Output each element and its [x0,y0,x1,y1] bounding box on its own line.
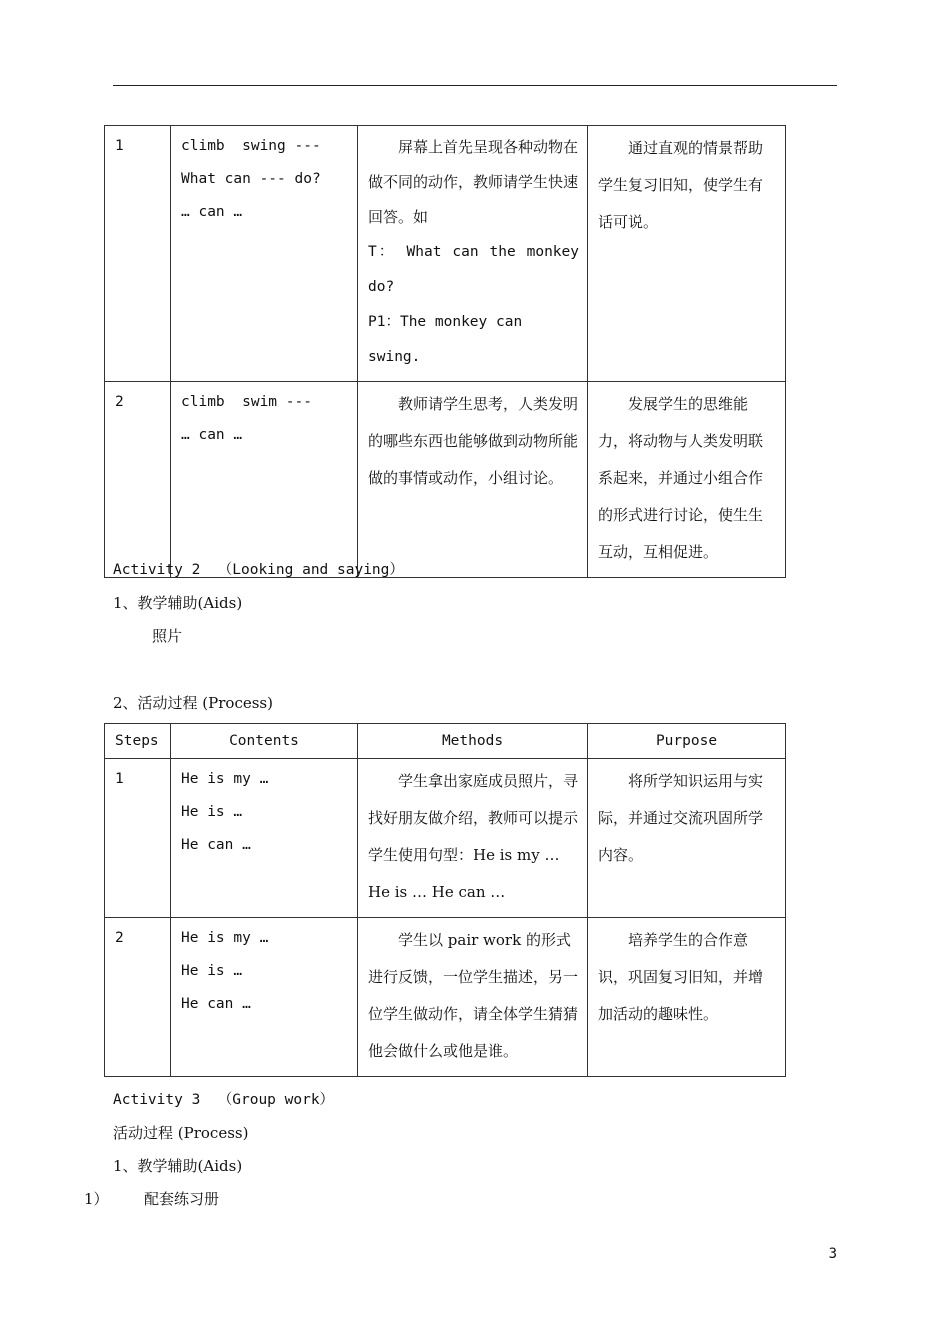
methods-cell: 学生拿出家庭成员照片，寻找好朋友做介绍，教师可以提示学生使用句型：He is my … He is … He can … [358,759,588,918]
activity2-aids-heading: 1、教学辅助(Aids) [113,594,243,612]
activity3-title: Activity 3 （Group work） [113,1092,335,1108]
contents-cell: He is my … He is … He can … [171,918,358,1077]
table-row [105,126,786,382]
activity3-item-number: 1） [84,1190,109,1208]
purpose-cell: 发展学生的思维能力，将动物与人类发明联系起来，并通过小组合作的形式进行讨论，使生生互动，互相促进。 [588,382,786,578]
header-purpose: Purpose [588,724,786,759]
activity1-process-table [104,125,786,578]
table-row [105,918,786,1077]
header-rule [113,85,837,86]
contents-cell: climb swing --- What can --- do? … can … [171,126,358,382]
contents-cell: climb swim --- … can … [171,382,358,578]
purpose-cell: 通过直观的情景帮助学生复习旧知，使学生有话可说。 [588,126,786,382]
activity2-process-heading: 2、活动过程 (Process) [113,694,273,712]
methods-cell: 屏幕上首先呈现各种动物在做不同的动作，教师请学生快速回答。如 T： What can the monkey do? P1：The monkey can swing. [358,126,588,382]
purpose-cell: 培养学生的合作意识，巩固复习旧知，并增加活动的趣味性。 [588,918,786,1077]
contents-cell: He is my … He is … He can … [171,759,358,918]
purpose-cell: 将所学知识运用与实际，并通过交流巩固所学内容。 [588,759,786,918]
methods-cell: 学生以 pair work 的形式进行反馈，一位学生描述，另一位学生做动作，请全体学生猜猜他会做什么或他是谁。 [358,918,588,1077]
step-cell: 1 [105,759,171,918]
methods-cell: 教师请学生思考，人类发明的哪些东西也能够做到动物所能做的事情或动作，小组讨论。 [358,382,588,578]
header-methods: Methods [358,724,588,759]
activity2-aids-item: 照片 [152,627,183,645]
header-contents: Contents [171,724,358,759]
table-header-row [105,724,786,759]
activity2-process-table [104,723,786,1077]
table-row [105,759,786,918]
step-cell: 1 [105,126,171,382]
step-cell: 2 [105,382,171,578]
page-number: 3 [828,1246,837,1262]
activity2-title: Activity 2 （Looking and saying） [113,562,404,578]
activity3-process-heading: 活动过程 (Process) [113,1124,249,1142]
activity3-item-text: 配套练习册 [144,1190,220,1208]
activity3-aids-heading: 1、教学辅助(Aids) [113,1157,243,1175]
step-cell: 2 [105,918,171,1077]
table-row [105,382,786,578]
header-steps: Steps [105,724,171,759]
